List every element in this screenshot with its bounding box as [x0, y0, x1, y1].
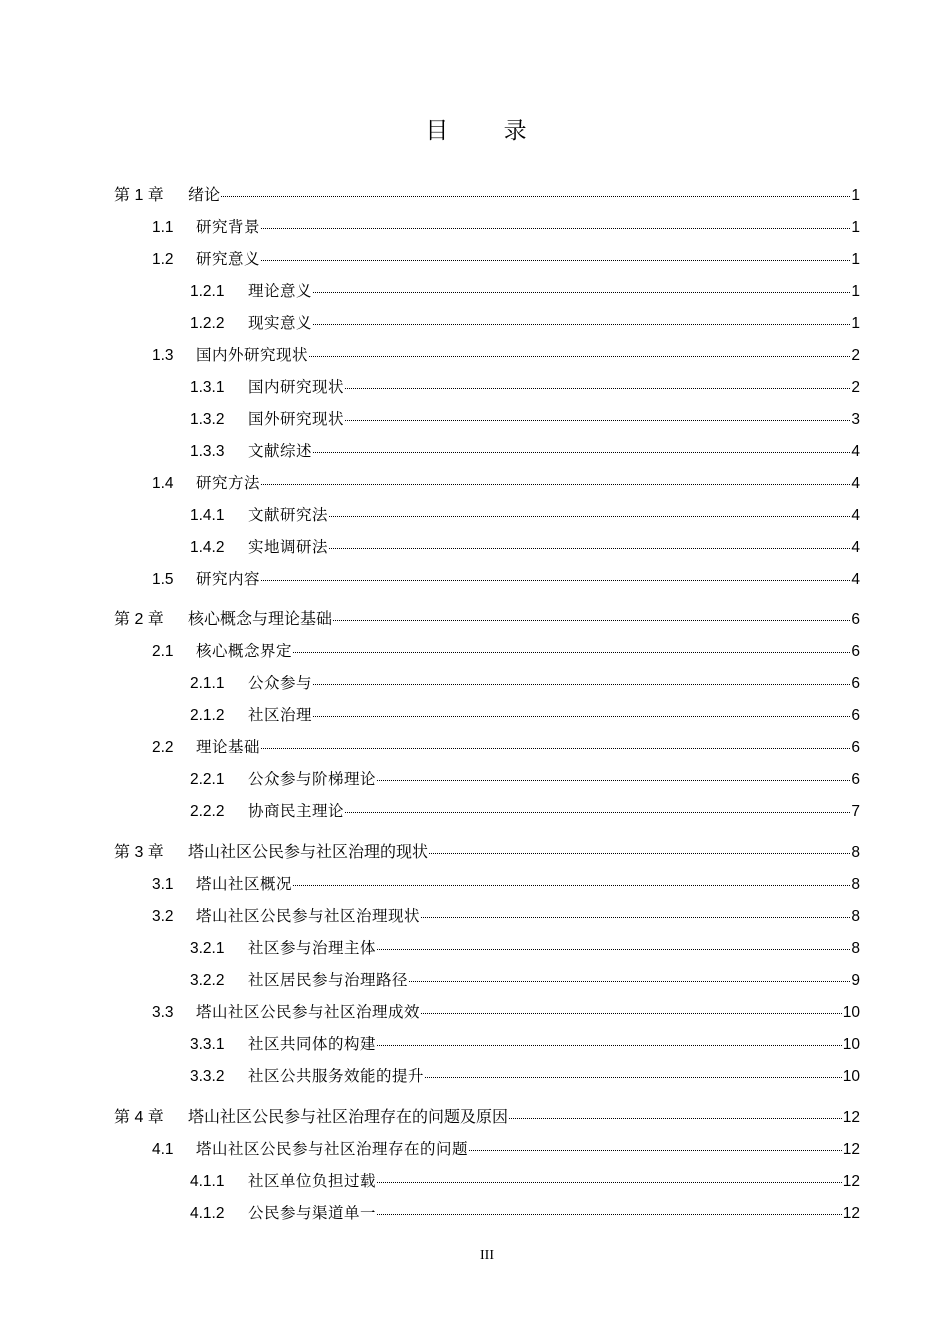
toc-entry-label: 文献综述 [248, 442, 313, 460]
dot-leader [409, 981, 850, 982]
dot-leader [293, 885, 850, 886]
toc-entry-label: 研究方法 [196, 474, 261, 492]
toc-entry-page: 4 [851, 507, 860, 524]
toc-entry-label: 国内研究现状 [248, 378, 345, 396]
toc-entry-level-3[interactable] [190, 439, 860, 463]
toc-entry-label: 国外研究现状 [248, 410, 345, 428]
toc-entry-label: 公民参与渠道单一 [248, 1204, 377, 1222]
toc-entry-page: 8 [851, 876, 860, 893]
toc-entry-level-3[interactable] [190, 936, 860, 960]
dot-leader [261, 484, 850, 485]
dot-leader [429, 853, 850, 854]
dot-leader [421, 1013, 842, 1014]
toc-entry-number: 1.4 [152, 475, 174, 492]
toc-entry-number: 第 1 章 [114, 187, 164, 204]
toc-entry-page: 7 [851, 803, 860, 820]
toc-entry-level-3[interactable] [190, 503, 860, 527]
toc-entry-label: 研究背景 [196, 218, 261, 236]
toc-entry-level-3[interactable] [190, 968, 860, 992]
dot-leader [377, 1214, 842, 1215]
toc-entry-level-3[interactable] [190, 1064, 860, 1088]
toc-entry-number: 3.3 [152, 1004, 174, 1021]
dot-leader [261, 228, 850, 229]
toc-entry-level-2[interactable] [152, 471, 860, 495]
dot-leader [261, 580, 850, 581]
toc-entry-label: 塔山社区公民参与社区治理的现状 [188, 842, 429, 861]
toc-entry-number: 3.2 [152, 908, 174, 925]
toc-entry-number: 3.2.1 [190, 940, 225, 957]
toc-entry-level-3[interactable] [190, 375, 860, 399]
toc-entry-level-2[interactable] [152, 247, 860, 271]
toc-entry-label: 现实意义 [248, 314, 313, 332]
dot-leader [261, 748, 850, 749]
toc-entry-label: 公众参与 [248, 674, 313, 692]
toc-entry-page: 12 [842, 1173, 860, 1190]
toc-entry-page: 4 [851, 539, 860, 556]
dot-leader [329, 548, 850, 549]
dot-leader [421, 917, 850, 918]
toc-entry-level-2[interactable] [152, 872, 860, 896]
toc-entry-page: 2 [851, 379, 860, 396]
toc-entry-page: 6 [851, 675, 860, 692]
toc-entry-level-2[interactable] [152, 343, 860, 367]
toc-entry-label: 塔山社区公民参与社区治理现状 [196, 907, 421, 925]
toc-entry-page: 6 [851, 707, 860, 724]
toc-entry-label: 塔山社区公民参与社区治理存在的问题及原因 [188, 1107, 509, 1126]
toc-entry-number: 第 3 章 [114, 844, 164, 861]
toc-entry-number: 1.3.3 [190, 443, 225, 460]
toc-entry-level-3[interactable] [190, 535, 860, 559]
toc-entry-label: 文献研究法 [248, 506, 329, 524]
toc-entry-page: 1 [851, 219, 860, 236]
toc-entry-number: 1.1 [152, 219, 174, 236]
toc-entry-number: 第 2 章 [114, 611, 164, 628]
dot-leader [293, 652, 850, 653]
toc-entry-page: 6 [851, 611, 860, 628]
dot-leader [261, 260, 850, 261]
toc-entry-number: 2.2.1 [190, 771, 225, 788]
toc-entry-page: 8 [851, 908, 860, 925]
toc-entry-number: 1.2 [152, 251, 174, 268]
toc-entry-page: 2 [851, 347, 860, 364]
toc-entry-number: 1.5 [152, 571, 174, 588]
dot-leader [329, 516, 850, 517]
dot-leader [345, 812, 850, 813]
toc-entry-number: 2.2.2 [190, 803, 225, 820]
toc-entry-level-3[interactable] [190, 799, 860, 823]
toc-entry-page: 4 [851, 443, 860, 460]
toc-entry-label: 理论意义 [248, 282, 313, 300]
dot-leader [509, 1118, 842, 1119]
dot-leader [345, 420, 850, 421]
toc-entry-label: 研究内容 [196, 570, 261, 588]
toc-entry-page: 1 [851, 283, 860, 300]
toc-entry-label: 社区参与治理主体 [248, 939, 377, 957]
toc-entry-label: 社区公共服务效能的提升 [248, 1067, 425, 1085]
toc-entry-label: 国内外研究现状 [196, 346, 309, 364]
toc-entry-level-3[interactable] [190, 703, 860, 727]
toc-entry-label: 实地调研法 [248, 538, 329, 556]
toc-entry-level-2[interactable] [152, 215, 860, 239]
toc-entry-page: 6 [851, 643, 860, 660]
toc-entry-number: 2.1.1 [190, 675, 225, 692]
toc-entry-level-1[interactable] [114, 607, 860, 631]
dot-leader [309, 356, 850, 357]
toc-entry-number: 1.3.2 [190, 411, 225, 428]
dot-leader [469, 1150, 842, 1151]
toc-entry-label: 核心概念界定 [196, 642, 293, 660]
toc-entry-page: 4 [851, 571, 860, 588]
toc-entry-label: 研究意义 [196, 250, 261, 268]
toc-entry-page: 3 [851, 411, 860, 428]
toc-entry-number: 1.2.2 [190, 315, 225, 332]
toc-entry-label: 塔山社区公民参与社区治理成效 [196, 1003, 421, 1021]
toc-entry-number: 4.1 [152, 1141, 174, 1158]
toc-entry-number: 3.1 [152, 876, 174, 893]
toc-entry-page: 1 [851, 315, 860, 332]
toc-entry-level-2[interactable] [152, 1000, 860, 1024]
toc-entry-page: 10 [842, 1068, 860, 1085]
dot-leader [345, 388, 850, 389]
toc-entry-number: 1.2.1 [190, 283, 225, 300]
toc-entry-page: 8 [851, 940, 860, 957]
toc-entry-number: 1.3 [152, 347, 174, 364]
toc-entry-level-1[interactable] [114, 840, 860, 864]
toc-entry-level-2[interactable] [152, 904, 860, 928]
toc-entry-level-3[interactable] [190, 311, 860, 335]
toc-entry-level-3[interactable] [190, 1032, 860, 1056]
toc-entry-level-1[interactable] [114, 1105, 860, 1129]
toc-entry-label: 社区单位负担过载 [248, 1172, 377, 1190]
toc-entry-label: 协商民主理论 [248, 802, 345, 820]
dot-leader [221, 196, 850, 197]
dot-leader [313, 292, 850, 293]
toc-entry-page: 1 [851, 251, 860, 268]
dot-leader [333, 620, 850, 621]
toc-entry-number: 2.2 [152, 739, 174, 756]
toc-entry-number: 3.3.2 [190, 1068, 225, 1085]
toc-entry-label: 公众参与阶梯理论 [248, 770, 377, 788]
toc-entry-label: 塔山社区公民参与社区治理存在的问题 [196, 1140, 469, 1158]
page-title: 目 录 [425, 118, 551, 144]
toc-entry-number: 2.1.2 [190, 707, 225, 724]
dot-leader [425, 1077, 842, 1078]
toc-entry-page: 6 [851, 739, 860, 756]
toc-entry-page: 12 [842, 1205, 860, 1222]
toc-entry-number: 第 4 章 [114, 1109, 164, 1126]
toc-entry-page: 1 [851, 187, 860, 204]
toc-entry-level-3[interactable] [190, 279, 860, 303]
toc-entry-page: 10 [842, 1004, 860, 1021]
toc-entry-level-2[interactable] [152, 735, 860, 759]
toc-entry-level-2[interactable] [152, 567, 860, 591]
toc-entry-number: 1.4.1 [190, 507, 225, 524]
toc-entry-level-2[interactable] [152, 639, 860, 663]
dot-leader [313, 452, 850, 453]
toc-entry-level-3[interactable] [190, 1169, 860, 1193]
toc-entry-label: 社区共同体的构建 [248, 1035, 377, 1053]
toc-entry-page: 10 [842, 1036, 860, 1053]
dot-leader [377, 780, 850, 781]
toc-entry-level-3[interactable] [190, 407, 860, 431]
toc-entry-number: 4.1.1 [190, 1173, 225, 1190]
toc-entry-page: 12 [842, 1141, 860, 1158]
toc-entry-label: 塔山社区概况 [196, 875, 293, 893]
toc-entry-label: 核心概念与理论基础 [188, 609, 333, 628]
toc-entry-level-3[interactable] [190, 1201, 860, 1225]
toc-entry-label: 社区居民参与治理路径 [248, 971, 409, 989]
toc-entry-page: 9 [851, 972, 860, 989]
toc-entry-number: 2.1 [152, 643, 174, 660]
toc-entry-number: 3.2.2 [190, 972, 225, 989]
toc-entry-label: 社区治理 [248, 706, 313, 724]
toc-entry-number: 1.4.2 [190, 539, 225, 556]
dot-leader [313, 324, 850, 325]
page-number: III [480, 1248, 494, 1263]
toc-entry-level-3[interactable] [190, 671, 860, 695]
toc-entry-number: 3.3.1 [190, 1036, 225, 1053]
dot-leader [377, 1045, 842, 1046]
toc-entry-level-2[interactable] [152, 1137, 860, 1161]
toc-entry-page: 8 [851, 844, 860, 861]
toc-entry-number: 4.1.2 [190, 1205, 225, 1222]
dot-leader [313, 716, 850, 717]
dot-leader [377, 1182, 842, 1183]
toc-entry-label: 理论基础 [196, 738, 261, 756]
toc-entry-level-3[interactable] [190, 767, 860, 791]
toc-entry-page: 12 [842, 1109, 860, 1126]
toc-entry-number: 1.3.1 [190, 379, 225, 396]
toc-entry-page: 6 [851, 771, 860, 788]
dot-leader [377, 949, 850, 950]
toc-entry-page: 4 [851, 475, 860, 492]
dot-leader [313, 684, 850, 685]
toc-entry-level-1[interactable] [114, 183, 860, 207]
toc-entry-label: 绪论 [188, 185, 221, 204]
